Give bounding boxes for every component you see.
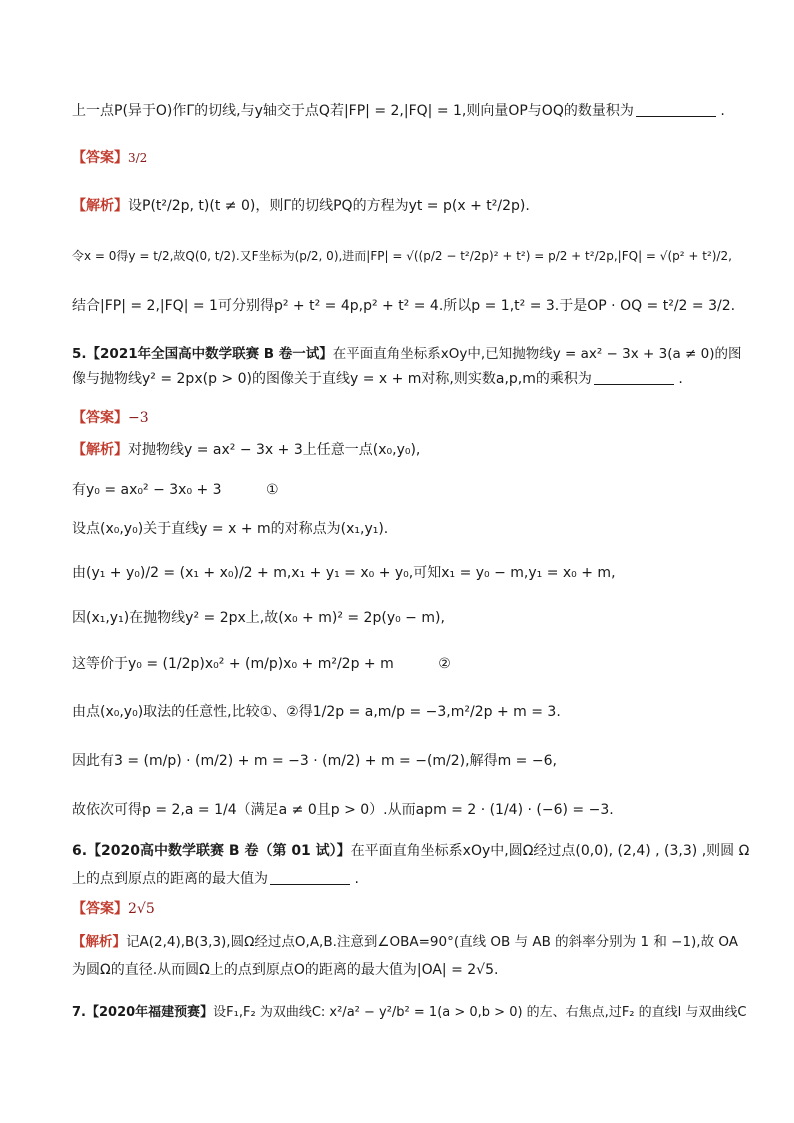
- solution-line: [72, 751, 754, 771]
- problem-text: 像与抛物线y² = 2px(p > 0)的图像关于直线y = x + m对称,则实数a,p,m的乘积为: [72, 371, 592, 387]
- text-line: [72, 101, 754, 121]
- solution-line: [72, 440, 754, 460]
- solution-tag: 【解析】: [72, 198, 128, 214]
- problem-number: 7.: [72, 1005, 86, 1020]
- solution-line: [72, 702, 754, 722]
- answer-line: [72, 899, 754, 919]
- solution-text: 故依次可得p = 2,a = 1/4（满足a ≠ 0且p > 0）.从而apm = 2 · (1/4) · (−6) = −3.: [72, 802, 614, 818]
- solution-text: 令x = 0得y = t/2,故Q(0, t/2).又F坐标为(p/2, 0),进而|FP| = √((p/2 − t²/2p)² + t²) = p/2 + t²/2p,|FQ| = √(p² + t²)/2,: [72, 249, 732, 263]
- solution-text: 结合|FP| = 2,|FQ| = 1可分别得p² + t² = 4p,p² + t² = 4.所以p = 1,t² = 3.于是OP · OQ = t²/2 = 3/2.: [72, 298, 736, 314]
- problem-text: 设F₁,F₂ 为双曲线C: x²/a² − y²/b² = 1(a > 0,b > 0) 的左、右焦点,过F₂ 的直线l 与双曲线C: [213, 1005, 747, 1020]
- solution-text: 设P(t²/2p, t)(t ≠ 0)，则Γ的切线PQ的方程为yt = p(x + t²/2p).: [128, 198, 530, 214]
- problem-text: 上一点P(异于O)作Γ的切线,与y轴交于点Q若|FP| = 2,|FQ| = 1,则向量OP与OQ的数量积为: [72, 103, 634, 119]
- solution-line: [72, 932, 754, 952]
- solution-line: [72, 196, 754, 216]
- period: .: [354, 871, 359, 887]
- equation-marker: ①: [266, 482, 279, 498]
- solution-line: [72, 654, 754, 674]
- answer-value: −3: [128, 410, 149, 426]
- problem-number: 6.: [72, 843, 88, 859]
- period: .: [678, 371, 683, 387]
- solution-line: [72, 608, 754, 628]
- solution-line: [72, 519, 754, 539]
- answer-line: [72, 408, 754, 428]
- answer-value: 3/2: [128, 151, 148, 165]
- problem-text: 在平面直角坐标系xOy中,已知抛物线y = ax² − 3x + 3(a ≠ 0)的图: [332, 346, 742, 362]
- solution-line: [72, 296, 754, 316]
- answer-value: 2√5: [128, 901, 155, 917]
- answer-tag: 【答案】: [72, 410, 128, 426]
- answer-blank: [636, 102, 716, 117]
- answer-tag: 【答案】: [72, 150, 128, 166]
- solution-line: [72, 480, 754, 500]
- problem-line: [72, 344, 754, 364]
- problem-number: 5.: [72, 346, 87, 362]
- solution-line: [72, 800, 754, 820]
- solution-line: [72, 563, 754, 583]
- solution-text: 由点(x₀,y₀)取法的任意性,比较①、②得1/2p = a,m/p = −3,m²/2p + m = 3.: [72, 704, 561, 720]
- problem-line: [72, 869, 754, 889]
- solution-tag: 【解析】: [72, 934, 126, 950]
- problem-line: [72, 841, 754, 861]
- answer-blank: [594, 370, 674, 385]
- problem-source: 【2021年全国高中数学联赛 B 卷一试】: [86, 346, 333, 362]
- answer-line: [72, 148, 754, 168]
- solution-text: 由(y₁ + y₀)/2 = (x₁ + x₀)/2 + m,x₁ + y₁ = x₀ + y₀,可知x₁ = y₀ − m,y₁ = x₀ + m,: [72, 565, 616, 581]
- solution-text: 因(x₁,y₁)在抛物线y² = 2px上,故(x₀ + m)² = 2p(y₀ − m),: [72, 610, 445, 626]
- answer-tag: 【答案】: [72, 901, 128, 917]
- equation-marker: ②: [438, 656, 451, 672]
- solution-line: [72, 246, 754, 266]
- solution-text: 因此有3 = (m/p) · (m/2) + m = −3 · (m/2) + m = −(m/2),解得m = −6,: [72, 753, 557, 769]
- problem-text: 上的点到原点的距离的最大值为: [72, 871, 268, 887]
- problem-line: [72, 369, 754, 389]
- solution-text: 记A(2,4),B(3,3),圆Ω经过点O,A,B.注意到∠OBA=90°(直线 OB 与 AB 的斜率分别为 1 和 −1),故 OA: [126, 934, 739, 950]
- problem-source: 【2020年福建预赛】: [85, 1005, 214, 1020]
- problem-source: 【2020高中数学联赛 B 卷（第 01 试）】: [87, 843, 351, 859]
- solution-text: 这等价于y₀ = (1/2p)x₀² + (m/p)x₀ + m²/2p + m: [72, 656, 394, 672]
- solution-text: 为圆Ω的直径.从而圆Ω上的点到原点O的距离的最大值为|OA| = 2√5.: [72, 962, 499, 978]
- solution-text: 对抛物线y = ax² − 3x + 3上任意一点(x₀,y₀),: [128, 442, 421, 458]
- solution-text: 设点(x₀,y₀)关于直线y = x + m的对称点为(x₁,y₁).: [72, 521, 389, 537]
- period: .: [720, 103, 725, 119]
- solution-line: [72, 960, 754, 980]
- solution-text: 有y₀ = ax₀² − 3x₀ + 3: [72, 482, 222, 498]
- problem-line: [72, 1003, 754, 1023]
- problem-text: 在平面直角坐标系xOy中,圆Ω经过点(0,0), (2,4) , (3,3) ,则圆 Ω: [350, 843, 750, 859]
- solution-tag: 【解析】: [72, 442, 128, 458]
- answer-blank: [270, 870, 350, 885]
